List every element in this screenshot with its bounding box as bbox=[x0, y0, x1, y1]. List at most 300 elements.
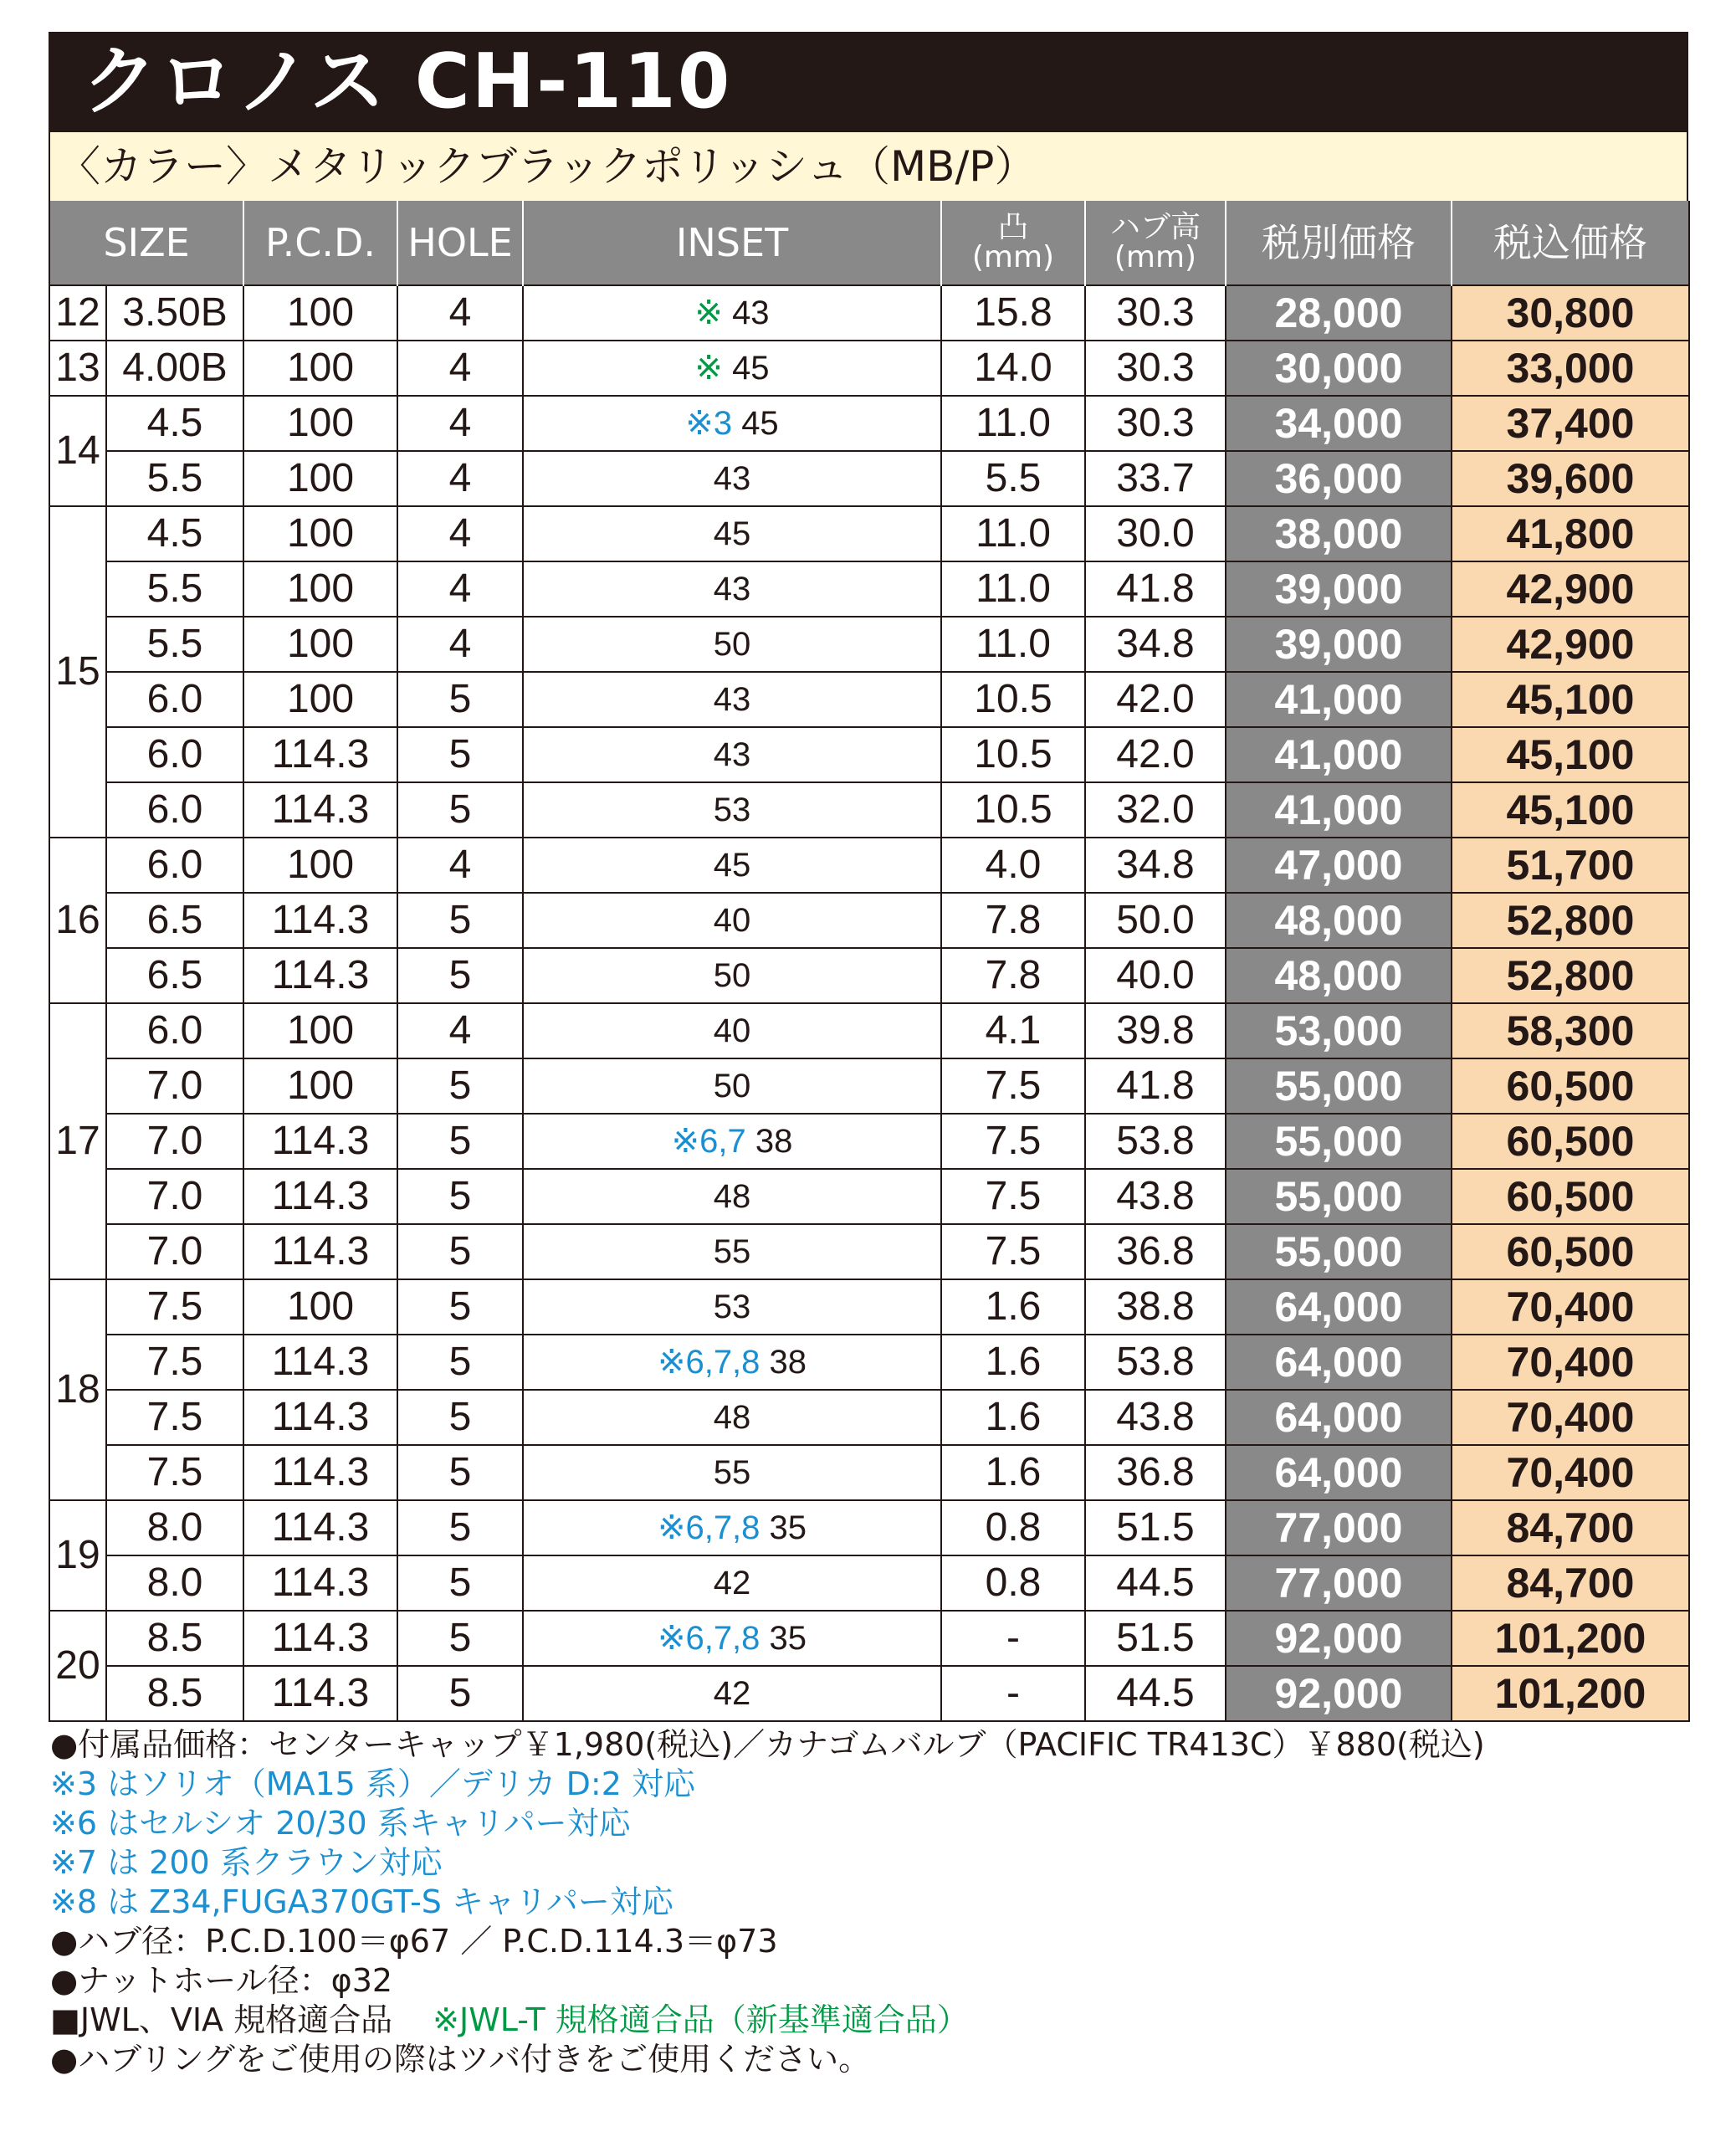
hub-height-cell: 34.8 bbox=[1085, 617, 1226, 672]
hole-cell: 5 bbox=[397, 1666, 523, 1721]
inset-value: 40 bbox=[713, 1012, 751, 1049]
table-header-row bbox=[49, 201, 1689, 285]
inset-cell bbox=[523, 1003, 941, 1058]
hub-height-cell: 43.8 bbox=[1085, 1169, 1226, 1224]
spec-table bbox=[49, 201, 1690, 1722]
pcd-cell: 100 bbox=[243, 672, 397, 727]
hub-height-cell: 44.5 bbox=[1085, 1666, 1226, 1721]
inset-cell bbox=[523, 561, 941, 617]
inset-value: 48 bbox=[713, 1399, 751, 1436]
hole-cell: 5 bbox=[397, 1555, 523, 1611]
price-ex-tax-cell: 55,000 bbox=[1226, 1169, 1452, 1224]
pcd-cell: 114.3 bbox=[243, 1390, 397, 1445]
table-row bbox=[49, 1390, 1689, 1445]
price-in-tax-cell: 42,900 bbox=[1452, 561, 1689, 617]
price-ex-tax-cell: 77,000 bbox=[1226, 1555, 1452, 1611]
rim-size-cell: 19 bbox=[49, 1500, 106, 1611]
pcd-cell: 100 bbox=[243, 1058, 397, 1114]
width-cell: 8.5 bbox=[106, 1666, 243, 1721]
width-cell: 8.0 bbox=[106, 1500, 243, 1555]
price-in-tax-cell: 70,400 bbox=[1452, 1279, 1689, 1335]
inset-cell bbox=[523, 506, 941, 561]
header-price-ex-tax: 税別価格 bbox=[1226, 201, 1452, 285]
footnote-line: ※3 はソリオ（MA15 系）／デリカ D:2 対応 bbox=[50, 1765, 695, 1802]
table-row bbox=[49, 672, 1689, 727]
price-in-tax-cell: 84,700 bbox=[1452, 1500, 1689, 1555]
table-row bbox=[49, 506, 1689, 561]
table-row bbox=[49, 838, 1689, 893]
protrusion-cell: 7.5 bbox=[941, 1169, 1085, 1224]
rim-size-cell: 14 bbox=[49, 396, 106, 506]
price-in-tax-cell: 51,700 bbox=[1452, 838, 1689, 893]
price-ex-tax-cell: 38,000 bbox=[1226, 506, 1452, 561]
inset-cell bbox=[523, 1555, 941, 1611]
hub-height-cell: 41.8 bbox=[1085, 1058, 1226, 1114]
table-row bbox=[49, 1445, 1689, 1500]
price-in-tax-cell: 70,400 bbox=[1452, 1390, 1689, 1445]
price-ex-tax-cell: 55,000 bbox=[1226, 1114, 1452, 1169]
header-protrusion-label: 凸 bbox=[997, 210, 1028, 244]
hub-ring-note: ●ハブリングをご使用の際はツバ付きをご使用ください。 bbox=[50, 2041, 871, 2078]
price-ex-tax-cell: 36,000 bbox=[1226, 451, 1452, 506]
price-in-tax-cell: 45,100 bbox=[1452, 727, 1689, 782]
protrusion-cell: 7.8 bbox=[941, 893, 1085, 948]
width-cell: 7.5 bbox=[106, 1335, 243, 1390]
pcd-cell: 100 bbox=[243, 341, 397, 396]
price-in-tax-cell: 101,200 bbox=[1452, 1611, 1689, 1666]
inset-note-mark: ※3 bbox=[685, 405, 733, 442]
color-label: 〈カラー〉メタリックブラックポリッシュ（MB/P） bbox=[49, 132, 1688, 201]
hub-height-cell: 32.0 bbox=[1085, 782, 1226, 838]
protrusion-cell: - bbox=[941, 1611, 1085, 1666]
inset-cell bbox=[523, 1445, 941, 1500]
pcd-cell: 114.3 bbox=[243, 1555, 397, 1611]
pcd-cell: 114.3 bbox=[243, 1445, 397, 1500]
width-cell: 4.5 bbox=[106, 506, 243, 561]
inset-cell bbox=[523, 1224, 941, 1279]
hub-height-cell: 34.8 bbox=[1085, 838, 1226, 893]
hub-height-cell: 30.3 bbox=[1085, 285, 1226, 341]
hole-cell: 5 bbox=[397, 1611, 523, 1666]
hub-height-cell: 42.0 bbox=[1085, 727, 1226, 782]
hub-height-cell: 51.5 bbox=[1085, 1611, 1226, 1666]
hole-cell: 5 bbox=[397, 782, 523, 838]
width-cell: 8.0 bbox=[106, 1555, 243, 1611]
price-in-tax-cell: 41,800 bbox=[1452, 506, 1689, 561]
inset-value: 45 bbox=[741, 405, 779, 442]
table-row bbox=[49, 1003, 1689, 1058]
table-row bbox=[49, 948, 1689, 1003]
table-row bbox=[49, 1058, 1689, 1114]
hole-cell: 5 bbox=[397, 1224, 523, 1279]
jwl-note-main: ■JWL、VIA 規格適合品 bbox=[50, 2001, 393, 2038]
price-in-tax-cell: 70,400 bbox=[1452, 1335, 1689, 1390]
inset-cell bbox=[523, 1611, 941, 1666]
price-in-tax-cell: 60,500 bbox=[1452, 1169, 1689, 1224]
protrusion-cell: 1.6 bbox=[941, 1390, 1085, 1445]
protrusion-cell: 1.6 bbox=[941, 1445, 1085, 1500]
table-row bbox=[49, 561, 1689, 617]
price-ex-tax-cell: 48,000 bbox=[1226, 893, 1452, 948]
inset-note-mark: ※6,7 bbox=[671, 1123, 746, 1160]
price-in-tax-cell: 52,800 bbox=[1452, 893, 1689, 948]
width-cell: 7.0 bbox=[106, 1224, 243, 1279]
inset-value: 40 bbox=[713, 902, 751, 939]
hole-cell: 5 bbox=[397, 727, 523, 782]
width-cell: 7.5 bbox=[106, 1279, 243, 1335]
protrusion-cell: 7.5 bbox=[941, 1114, 1085, 1169]
inset-value: 38 bbox=[755, 1123, 793, 1160]
price-ex-tax-cell: 92,000 bbox=[1226, 1611, 1452, 1666]
price-ex-tax-cell: 92,000 bbox=[1226, 1666, 1452, 1721]
jwl-note bbox=[50, 2001, 1690, 2040]
price-ex-tax-cell: 41,000 bbox=[1226, 672, 1452, 727]
table-row bbox=[49, 727, 1689, 782]
price-ex-tax-cell: 28,000 bbox=[1226, 285, 1452, 341]
inset-cell bbox=[523, 782, 941, 838]
rim-size-cell: 20 bbox=[49, 1611, 106, 1721]
hub-height-cell: 53.8 bbox=[1085, 1335, 1226, 1390]
price-ex-tax-cell: 64,000 bbox=[1226, 1279, 1452, 1335]
hole-cell: 5 bbox=[397, 1058, 523, 1114]
hole-cell: 5 bbox=[397, 948, 523, 1003]
inset-cell bbox=[523, 1279, 941, 1335]
footnote-line: ※7 は 200 系クラウン対応 bbox=[50, 1844, 443, 1881]
price-ex-tax-cell: 41,000 bbox=[1226, 727, 1452, 782]
protrusion-cell: 0.8 bbox=[941, 1500, 1085, 1555]
pcd-cell: 114.3 bbox=[243, 727, 397, 782]
protrusion-cell: 10.5 bbox=[941, 782, 1085, 838]
hole-cell: 4 bbox=[397, 285, 523, 341]
table-row bbox=[49, 893, 1689, 948]
inset-value: 48 bbox=[713, 1178, 751, 1215]
protrusion-cell: 11.0 bbox=[941, 396, 1085, 451]
inset-cell bbox=[523, 1390, 941, 1445]
protrusion-cell: 7.8 bbox=[941, 948, 1085, 1003]
price-in-tax-cell: 45,100 bbox=[1452, 782, 1689, 838]
price-ex-tax-cell: 55,000 bbox=[1226, 1058, 1452, 1114]
price-ex-tax-cell: 30,000 bbox=[1226, 341, 1452, 396]
protrusion-cell: 5.5 bbox=[941, 451, 1085, 506]
inset-note-mark: ※6,7,8 bbox=[657, 1509, 760, 1546]
protrusion-cell: 15.8 bbox=[941, 285, 1085, 341]
width-cell: 4.00B bbox=[106, 341, 243, 396]
inset-cell bbox=[523, 727, 941, 782]
inset-cell bbox=[523, 948, 941, 1003]
rim-size-cell: 12 bbox=[49, 285, 106, 341]
width-cell: 6.0 bbox=[106, 672, 243, 727]
hole-cell: 4 bbox=[397, 506, 523, 561]
hub-height-cell: 44.5 bbox=[1085, 1555, 1226, 1611]
inset-note-mark: ※ bbox=[694, 295, 723, 331]
inset-cell bbox=[523, 1058, 941, 1114]
pcd-cell: 114.3 bbox=[243, 1114, 397, 1169]
header-hole: HOLE bbox=[397, 201, 523, 285]
hole-cell: 4 bbox=[397, 396, 523, 451]
pcd-cell: 114.3 bbox=[243, 893, 397, 948]
footnote-line: ※6 はセルシオ 20/30 系キャリパー対応 bbox=[50, 1805, 631, 1842]
protrusion-cell: 1.6 bbox=[941, 1335, 1085, 1390]
width-cell: 7.0 bbox=[106, 1114, 243, 1169]
price-ex-tax-cell: 53,000 bbox=[1226, 1003, 1452, 1058]
price-in-tax-cell: 39,600 bbox=[1452, 451, 1689, 506]
protrusion-cell: 4.0 bbox=[941, 838, 1085, 893]
hole-cell: 4 bbox=[397, 617, 523, 672]
protrusion-cell: 10.5 bbox=[941, 727, 1085, 782]
header-inset: INSET bbox=[523, 201, 941, 285]
hub-height-cell: 53.8 bbox=[1085, 1114, 1226, 1169]
hole-cell: 5 bbox=[397, 1445, 523, 1500]
hub-height-cell: 50.0 bbox=[1085, 893, 1226, 948]
inset-value: 43 bbox=[713, 681, 751, 718]
hub-height-cell: 36.8 bbox=[1085, 1224, 1226, 1279]
hub-height-cell: 41.8 bbox=[1085, 561, 1226, 617]
price-in-tax-cell: 52,800 bbox=[1452, 948, 1689, 1003]
hole-cell: 5 bbox=[397, 1335, 523, 1390]
inset-value: 45 bbox=[713, 847, 751, 884]
hole-cell: 4 bbox=[397, 451, 523, 506]
price-ex-tax-cell: 39,000 bbox=[1226, 617, 1452, 672]
price-ex-tax-cell: 64,000 bbox=[1226, 1390, 1452, 1445]
price-in-tax-cell: 60,500 bbox=[1452, 1058, 1689, 1114]
inset-note-mark: ※6,7,8 bbox=[657, 1620, 760, 1657]
protrusion-cell: 0.8 bbox=[941, 1555, 1085, 1611]
price-in-tax-cell: 101,200 bbox=[1452, 1666, 1689, 1721]
protrusion-cell: 7.5 bbox=[941, 1224, 1085, 1279]
pcd-cell: 114.3 bbox=[243, 1335, 397, 1390]
table-row bbox=[49, 1224, 1689, 1279]
table-row bbox=[49, 396, 1689, 451]
price-ex-tax-cell: 47,000 bbox=[1226, 838, 1452, 893]
notes-section bbox=[50, 1725, 1690, 2079]
inset-cell bbox=[523, 1114, 941, 1169]
price-ex-tax-cell: 64,000 bbox=[1226, 1335, 1452, 1390]
hub-height-cell: 51.5 bbox=[1085, 1500, 1226, 1555]
table-row bbox=[49, 1611, 1689, 1666]
inset-value: 53 bbox=[713, 792, 751, 828]
width-cell: 6.0 bbox=[106, 1003, 243, 1058]
footnote-line: ※8 は Z34,FUGA370GT-S キャリパー対応 bbox=[50, 1883, 673, 1920]
price-ex-tax-cell: 64,000 bbox=[1226, 1445, 1452, 1500]
price-ex-tax-cell: 48,000 bbox=[1226, 948, 1452, 1003]
table-row bbox=[49, 617, 1689, 672]
price-in-tax-cell: 84,700 bbox=[1452, 1555, 1689, 1611]
hole-cell: 5 bbox=[397, 1114, 523, 1169]
inset-value: 42 bbox=[713, 1565, 751, 1601]
inset-cell bbox=[523, 838, 941, 893]
protrusion-cell: 14.0 bbox=[941, 341, 1085, 396]
hub-height-cell: 38.8 bbox=[1085, 1279, 1226, 1335]
table-row bbox=[49, 285, 1689, 341]
table-row bbox=[49, 1335, 1689, 1390]
width-cell: 5.5 bbox=[106, 617, 243, 672]
width-cell: 6.0 bbox=[106, 727, 243, 782]
pcd-cell: 100 bbox=[243, 506, 397, 561]
protrusion-cell: 11.0 bbox=[941, 561, 1085, 617]
inset-value: 35 bbox=[769, 1509, 807, 1546]
inset-note-mark: ※6,7,8 bbox=[657, 1344, 760, 1381]
footnote-line: ●ハブ径：P.C.D.100＝φ67 ／ P.C.D.114.3＝φ73 bbox=[50, 1923, 778, 1960]
inset-value: 43 bbox=[732, 295, 770, 331]
table-row bbox=[49, 451, 1689, 506]
inset-cell bbox=[523, 1169, 941, 1224]
width-cell: 7.5 bbox=[106, 1445, 243, 1500]
table-row bbox=[49, 1555, 1689, 1611]
rim-size-cell: 18 bbox=[49, 1279, 106, 1500]
inset-cell bbox=[523, 672, 941, 727]
price-ex-tax-cell: 41,000 bbox=[1226, 782, 1452, 838]
table-row bbox=[49, 1169, 1689, 1224]
width-cell: 4.5 bbox=[106, 396, 243, 451]
rim-size-cell: 13 bbox=[49, 341, 106, 396]
table-row bbox=[49, 1279, 1689, 1335]
rim-size-cell: 16 bbox=[49, 838, 106, 1003]
price-in-tax-cell: 37,400 bbox=[1452, 396, 1689, 451]
inset-value: 45 bbox=[732, 350, 770, 387]
hub-height-cell: 33.7 bbox=[1085, 451, 1226, 506]
price-in-tax-cell: 42,900 bbox=[1452, 617, 1689, 672]
pcd-cell: 114.3 bbox=[243, 948, 397, 1003]
header-pcd: P.C.D. bbox=[243, 201, 397, 285]
hub-height-cell: 40.0 bbox=[1085, 948, 1226, 1003]
pcd-cell: 114.3 bbox=[243, 1611, 397, 1666]
table-row bbox=[49, 1500, 1689, 1555]
inset-value: 53 bbox=[713, 1289, 751, 1325]
header-price-in-tax: 税込価格 bbox=[1452, 201, 1689, 285]
hub-height-cell: 30.0 bbox=[1085, 506, 1226, 561]
protrusion-cell: 11.0 bbox=[941, 506, 1085, 561]
hole-cell: 4 bbox=[397, 341, 523, 396]
width-cell: 6.0 bbox=[106, 782, 243, 838]
inset-value: 43 bbox=[713, 736, 751, 773]
pcd-cell: 114.3 bbox=[243, 782, 397, 838]
inset-value: 38 bbox=[769, 1344, 807, 1381]
protrusion-cell: 10.5 bbox=[941, 672, 1085, 727]
inset-cell bbox=[523, 1335, 941, 1390]
width-cell: 5.5 bbox=[106, 451, 243, 506]
hub-height-cell: 42.0 bbox=[1085, 672, 1226, 727]
pcd-cell: 100 bbox=[243, 561, 397, 617]
protrusion-cell: - bbox=[941, 1666, 1085, 1721]
width-cell: 8.5 bbox=[106, 1611, 243, 1666]
pcd-cell: 100 bbox=[243, 838, 397, 893]
price-ex-tax-cell: 39,000 bbox=[1226, 561, 1452, 617]
hub-height-cell: 30.3 bbox=[1085, 341, 1226, 396]
inset-value: 55 bbox=[713, 1233, 751, 1270]
inset-value: 45 bbox=[713, 515, 751, 552]
notes-list bbox=[50, 1725, 1690, 2001]
page-title: クロノス CH-110 bbox=[49, 32, 1688, 132]
hole-cell: 5 bbox=[397, 672, 523, 727]
pcd-cell: 100 bbox=[243, 617, 397, 672]
header-protrusion-unit: (mm) bbox=[971, 240, 1055, 274]
price-in-tax-cell: 60,500 bbox=[1452, 1224, 1689, 1279]
pcd-cell: 114.3 bbox=[243, 1500, 397, 1555]
hub-height-cell: 36.8 bbox=[1085, 1445, 1226, 1500]
pcd-cell: 100 bbox=[243, 1003, 397, 1058]
protrusion-cell: 11.0 bbox=[941, 617, 1085, 672]
width-cell: 6.5 bbox=[106, 893, 243, 948]
width-cell: 7.0 bbox=[106, 1058, 243, 1114]
price-in-tax-cell: 33,000 bbox=[1452, 341, 1689, 396]
protrusion-cell: 4.1 bbox=[941, 1003, 1085, 1058]
rim-size-cell: 15 bbox=[49, 506, 106, 838]
footnote-line: ●ナットホール径：φ32 bbox=[50, 1962, 393, 1999]
price-in-tax-cell: 60,500 bbox=[1452, 1114, 1689, 1169]
header-hub-height bbox=[1085, 201, 1226, 285]
protrusion-cell: 1.6 bbox=[941, 1279, 1085, 1335]
hole-cell: 5 bbox=[397, 1500, 523, 1555]
inset-value: 55 bbox=[713, 1454, 751, 1491]
pcd-cell: 114.3 bbox=[243, 1169, 397, 1224]
inset-cell bbox=[523, 1666, 941, 1721]
price-ex-tax-cell: 77,000 bbox=[1226, 1500, 1452, 1555]
footnote-line: ●付属品価格：センターキャップ￥1,980(税込)／カナゴムバルブ（PACIFIC TR413C）￥880(税込) bbox=[50, 1726, 1485, 1763]
hole-cell: 5 bbox=[397, 1279, 523, 1335]
price-in-tax-cell: 58,300 bbox=[1452, 1003, 1689, 1058]
price-in-tax-cell: 30,800 bbox=[1452, 285, 1689, 341]
pcd-cell: 100 bbox=[243, 1279, 397, 1335]
jwl-t-note: ※JWL-T 規格適合品（新基準適合品） bbox=[433, 2001, 969, 2038]
hole-cell: 5 bbox=[397, 893, 523, 948]
inset-value: 43 bbox=[713, 460, 751, 497]
price-in-tax-cell: 45,100 bbox=[1452, 672, 1689, 727]
price-ex-tax-cell: 34,000 bbox=[1226, 396, 1452, 451]
table-row bbox=[49, 341, 1689, 396]
header-size: SIZE bbox=[49, 201, 243, 285]
hub-height-cell: 43.8 bbox=[1085, 1390, 1226, 1445]
rim-size-cell: 17 bbox=[49, 1003, 106, 1279]
pcd-cell: 114.3 bbox=[243, 1666, 397, 1721]
inset-cell bbox=[523, 396, 941, 451]
hub-height-cell: 30.3 bbox=[1085, 396, 1226, 451]
inset-value: 42 bbox=[713, 1675, 751, 1712]
pcd-cell: 100 bbox=[243, 451, 397, 506]
header-protrusion bbox=[941, 201, 1085, 285]
hole-cell: 4 bbox=[397, 561, 523, 617]
inset-cell bbox=[523, 617, 941, 672]
table-row bbox=[49, 782, 1689, 838]
header-hub-unit: (mm) bbox=[1114, 240, 1197, 274]
pcd-cell: 114.3 bbox=[243, 1224, 397, 1279]
price-ex-tax-cell: 55,000 bbox=[1226, 1224, 1452, 1279]
width-cell: 7.0 bbox=[106, 1169, 243, 1224]
inset-value: 50 bbox=[713, 626, 751, 663]
protrusion-cell: 7.5 bbox=[941, 1058, 1085, 1114]
header-hub-label: ハブ高 bbox=[1109, 210, 1201, 244]
width-cell: 6.0 bbox=[106, 838, 243, 893]
price-in-tax-cell: 70,400 bbox=[1452, 1445, 1689, 1500]
inset-cell bbox=[523, 1500, 941, 1555]
inset-value: 50 bbox=[713, 1068, 751, 1104]
hole-cell: 5 bbox=[397, 1390, 523, 1445]
inset-cell bbox=[523, 341, 941, 396]
pcd-cell: 100 bbox=[243, 396, 397, 451]
width-cell: 3.50B bbox=[106, 285, 243, 341]
width-cell: 6.5 bbox=[106, 948, 243, 1003]
inset-cell bbox=[523, 285, 941, 341]
inset-note-mark: ※ bbox=[694, 350, 723, 387]
inset-value: 50 bbox=[713, 957, 751, 994]
hub-height-cell: 39.8 bbox=[1085, 1003, 1226, 1058]
hole-cell: 4 bbox=[397, 1003, 523, 1058]
pcd-cell: 100 bbox=[243, 285, 397, 341]
inset-value: 43 bbox=[713, 571, 751, 607]
hole-cell: 5 bbox=[397, 1169, 523, 1224]
width-cell: 7.5 bbox=[106, 1390, 243, 1445]
width-cell: 5.5 bbox=[106, 561, 243, 617]
hole-cell: 4 bbox=[397, 838, 523, 893]
